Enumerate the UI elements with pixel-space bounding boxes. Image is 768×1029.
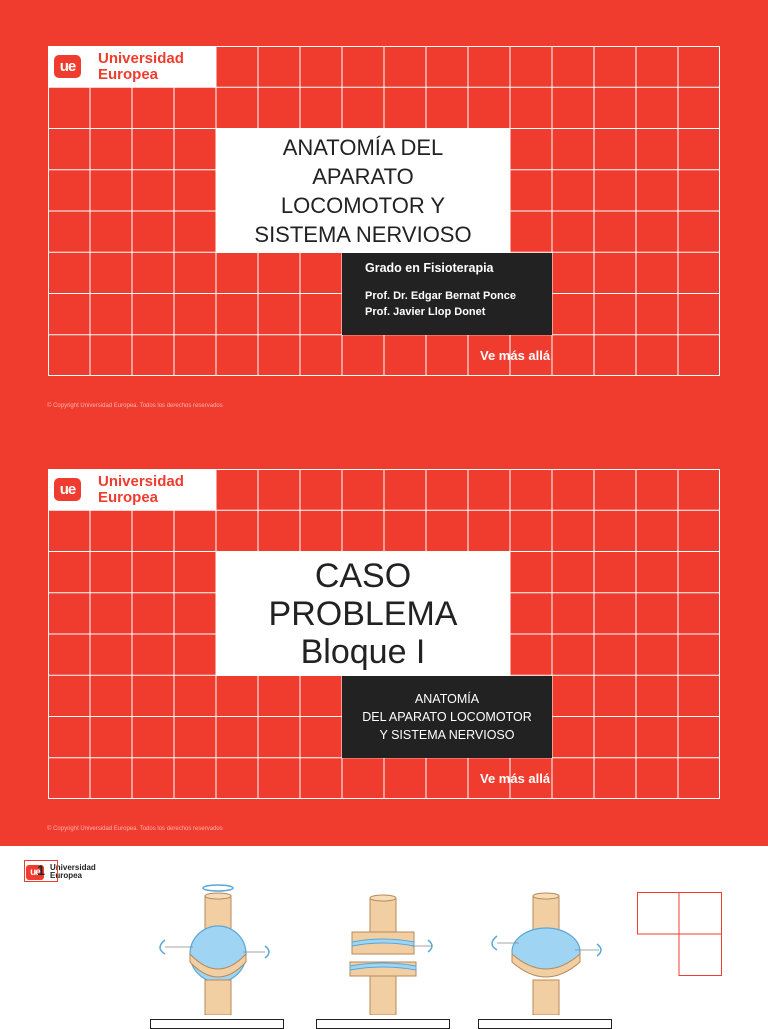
professor-name: Prof. Dr. Edgar Bernat Ponce: [365, 290, 516, 302]
hinge-joint-icon: [310, 880, 450, 1015]
title-line: ANATOMÍA DEL: [282, 135, 444, 160]
condyloid-joint-icon: [475, 880, 615, 1015]
decorative-grid: [637, 892, 722, 976]
case-title: [216, 552, 510, 676]
title-line: PROBLEMA: [268, 595, 458, 633]
title-line: Bloque I: [300, 633, 426, 671]
course-title: [216, 129, 510, 253]
title-line: SISTEMA NERVIOSO: [254, 222, 472, 247]
logo-line-1: Universidad: [50, 863, 96, 872]
subtitle-line: Y SISTEMA NERVIOSO: [379, 728, 515, 742]
logo-line-2: Europea: [50, 871, 83, 880]
subtitle-line: ANATOMÍA: [414, 692, 480, 706]
course-info-box: [342, 253, 552, 335]
ue-logo-icon: ue: [26, 865, 44, 880]
title-line: APARATO: [312, 164, 414, 189]
copyright-notice: © Copyright Universidad Europea. Todos los derechos reservados: [47, 826, 223, 832]
degree-name: Grado en Fisioterapia: [365, 261, 494, 275]
answer-box[interactable]: [150, 1019, 284, 1029]
tagline: Ve más allá: [480, 771, 551, 786]
logo-line-2: Europea: [98, 489, 159, 506]
logo-line-1: Universidad: [98, 50, 184, 67]
copyright-notice: © Copyright Universidad Europea. Todos los derechos reservados: [47, 403, 223, 409]
university-logo: [48, 46, 216, 87]
subject-box: [342, 676, 552, 758]
case-slide: [0, 423, 768, 846]
ue-logo-icon: ue: [54, 478, 81, 501]
logo-wordmark: [98, 51, 184, 83]
subtitle-line: DEL APARATO LOCOMOTOR: [362, 710, 532, 724]
ball-and-socket-joint-icon: [135, 880, 275, 1015]
question-number: 1: [24, 860, 58, 882]
title-line: CASO: [314, 557, 412, 595]
title-slide: [0, 0, 768, 423]
logo-line-1: Universidad: [98, 473, 184, 490]
professor-name: Prof. Javier Llop Donet: [365, 306, 486, 318]
answer-box[interactable]: [316, 1019, 450, 1029]
answer-box[interactable]: [478, 1019, 612, 1029]
logo-wordmark: [98, 474, 184, 506]
tagline: Ve más allá: [480, 348, 551, 363]
title-line: LOCOMOTOR Y: [280, 193, 446, 218]
logo-line-2: Europea: [98, 66, 159, 83]
university-logo: [48, 469, 216, 510]
ue-logo-icon: ue: [54, 55, 81, 78]
